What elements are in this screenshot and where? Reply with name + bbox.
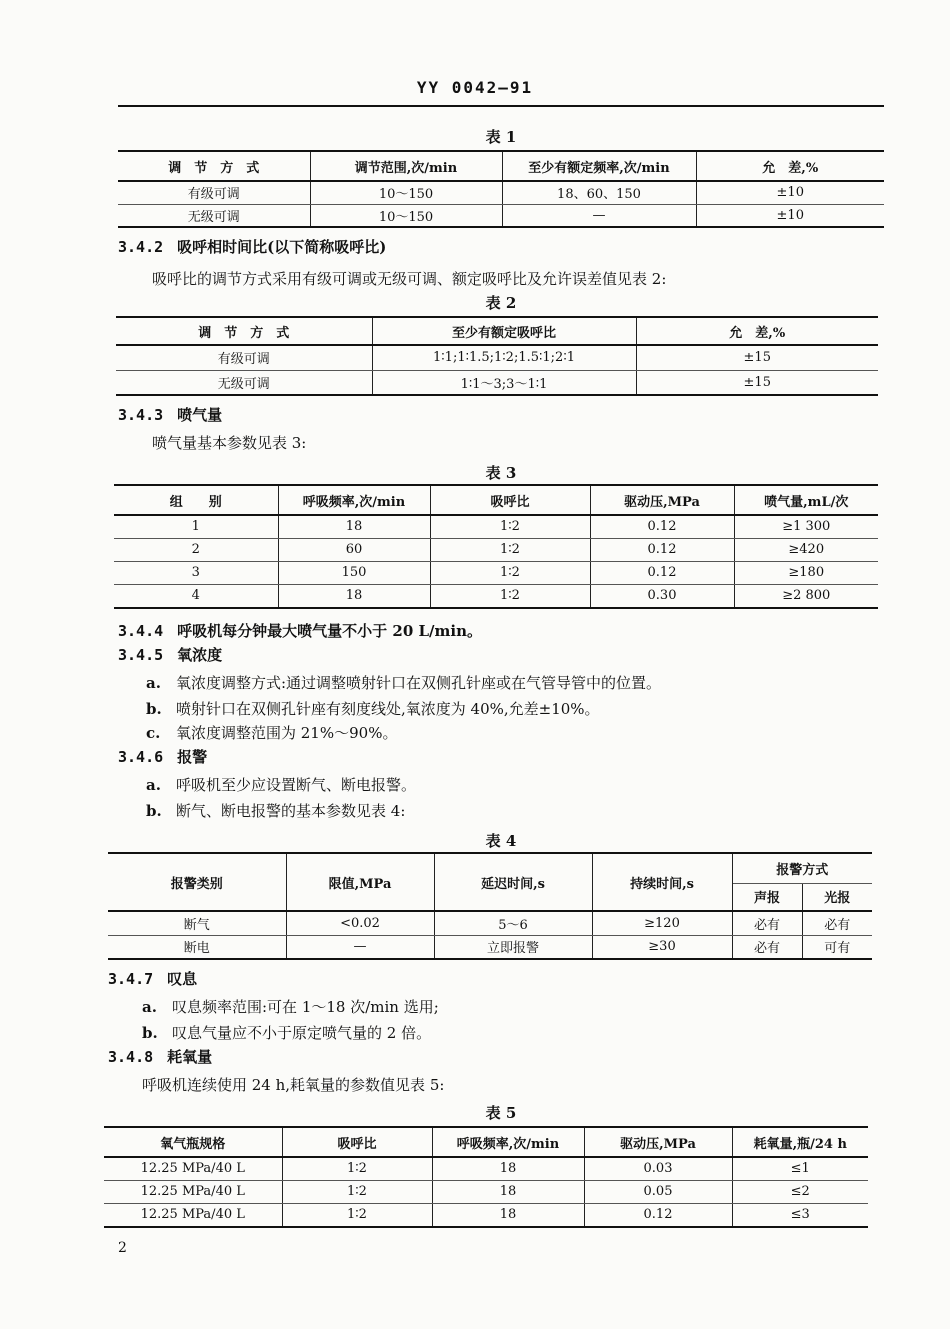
table4-header: 延迟时间,s: [434, 853, 592, 911]
table5-header: 耗氧量,瓶/24 h: [732, 1127, 868, 1157]
table-cell: 0.12: [584, 1203, 732, 1227]
table-cell: 0.05: [584, 1180, 732, 1203]
table-cell: 12.25 MPa/40 L: [104, 1203, 282, 1227]
table-row: [116, 345, 878, 370]
table3-header: 喷气量,mL/次: [734, 485, 878, 515]
table-cell: <0.02: [286, 911, 434, 935]
list-item: [146, 698, 600, 719]
list-item: [142, 996, 439, 1017]
table-cell: —: [502, 204, 696, 227]
table2-header: 调 节 方 式: [116, 317, 372, 345]
item-text: 叹息气量应不小于原定喷气量的 2 倍。: [172, 1024, 432, 1042]
table-cell: ≤3: [732, 1203, 868, 1227]
table3-header: 驱动压,MPa: [590, 485, 734, 515]
table-cell: 18: [432, 1203, 584, 1227]
table-cell: 1: [114, 515, 278, 538]
table-row: [114, 538, 878, 561]
list-item: [142, 1022, 431, 1043]
table-cell: 12.25 MPa/40 L: [104, 1157, 282, 1180]
table-cell: ±15: [636, 370, 878, 395]
table-cell: 断气: [108, 911, 286, 935]
table-cell: 必有: [732, 911, 802, 935]
section-number: 3.4.6: [118, 748, 164, 766]
table-row: [104, 1180, 868, 1203]
table2-caption: 表 2: [485, 294, 517, 312]
table-cell: ±10: [696, 204, 884, 227]
table-cell: 有级可调: [116, 345, 372, 370]
section-3-4-3-text: 喷气量基本参数见表 3:: [152, 434, 307, 452]
table1: [118, 150, 884, 228]
table-cell: 10～150: [310, 204, 502, 227]
section-number: 3.4.7: [108, 970, 154, 988]
table-row: [108, 911, 872, 935]
table-row: [114, 515, 878, 538]
table4-header: 持续时间,s: [592, 853, 732, 911]
table2-header: 至少有额定吸呼比: [372, 317, 636, 345]
section-title: 吸呼相时间比(以下简称吸呼比): [177, 238, 387, 256]
list-item: [146, 774, 416, 795]
table-cell: 1∶2: [282, 1157, 432, 1180]
table-cell: 5～6: [434, 911, 592, 935]
table4-header: 限值,MPa: [286, 853, 434, 911]
item-text: 呼吸机至少应设置断气、断电报警。: [176, 776, 417, 794]
table4: [108, 852, 872, 960]
table1-header: 调 节 方 式: [118, 151, 310, 181]
item-marker: a.: [142, 998, 157, 1016]
section-3-4-6-heading: [118, 746, 207, 767]
table-cell: 150: [278, 561, 430, 584]
item-text: 叹息频率范围:可在 1～18 次/min 选用;: [172, 998, 439, 1016]
section-3-4-2-heading: [118, 236, 386, 257]
table-cell: 18: [278, 515, 430, 538]
table-cell: ≤2: [732, 1180, 868, 1203]
section-3-4-7-heading: [108, 968, 197, 989]
table5: [104, 1126, 868, 1228]
section-3-4-8-heading: [108, 1046, 212, 1067]
section-3-4-4-heading: [118, 620, 482, 641]
table4-caption: 表 4: [485, 832, 517, 850]
table-cell: 可有: [802, 935, 872, 959]
section-title: 氧浓度: [177, 646, 223, 664]
page-number: 2: [118, 1240, 127, 1256]
item-text: 氧浓度调整方式:通过调整喷射针口在双侧孔针座或在气管导管中的位置。: [176, 674, 662, 692]
table1-header: 调节范围,次/min: [310, 151, 502, 181]
section-number: 3.4.8: [108, 1048, 154, 1066]
table-cell: 必有: [732, 935, 802, 959]
table-cell: 12.25 MPa/40 L: [104, 1180, 282, 1203]
section-number: 3.4.4: [118, 622, 164, 640]
table-cell: ≥180: [734, 561, 878, 584]
table-cell: 1∶2: [282, 1180, 432, 1203]
table-cell: 2: [114, 538, 278, 561]
item-text: 断气、断电报警的基本参数见表 4:: [176, 802, 406, 820]
table-cell: 60: [278, 538, 430, 561]
table-row: [108, 935, 872, 959]
document-code: YY 0042—91: [416, 78, 534, 97]
section-title: 喷气量: [177, 406, 223, 424]
item-marker: a.: [146, 776, 161, 794]
table5-header: 吸呼比: [282, 1127, 432, 1157]
list-item: [146, 672, 661, 693]
table-cell: 18: [432, 1157, 584, 1180]
table-cell: 1∶2: [430, 561, 590, 584]
table-cell: 无级可调: [116, 370, 372, 395]
section-number: 3.4.3: [118, 406, 164, 424]
table-cell: 3: [114, 561, 278, 584]
table-cell: ≥1 300: [734, 515, 878, 538]
table-row: [118, 204, 884, 227]
table-cell: ±10: [696, 181, 884, 204]
section-title: 耗氧量: [167, 1048, 213, 1066]
table-cell: 1∶1;1∶1.5;1∶2;1.5∶1;2∶1: [372, 345, 636, 370]
table-cell: 1∶2: [282, 1203, 432, 1227]
section-number: 3.4.2: [118, 238, 164, 256]
table-cell: 0.12: [590, 515, 734, 538]
table4-header: 声报: [732, 883, 802, 911]
table-cell: —: [286, 935, 434, 959]
table-cell: 18: [278, 584, 430, 608]
table4-header: 报警类别: [108, 853, 286, 911]
section-title: 报警: [177, 748, 208, 766]
table-row: [118, 181, 884, 204]
section-title: 呼吸机每分钟最大喷气量不小于 20 L/min。: [177, 622, 482, 640]
table-cell: ≤1: [732, 1157, 868, 1180]
table-cell: 10～150: [310, 181, 502, 204]
section-3-4-5-heading: [118, 644, 222, 665]
table-cell: 1∶2: [430, 584, 590, 608]
item-marker: b.: [146, 802, 162, 820]
table-cell: 无级可调: [118, 204, 310, 227]
table4-header: 光报: [802, 883, 872, 911]
table-cell: 18、60、150: [502, 181, 696, 204]
table-cell: 0.30: [590, 584, 734, 608]
list-item: [146, 800, 405, 821]
section-number: 3.4.5: [118, 646, 164, 664]
item-marker: c.: [146, 724, 161, 742]
list-item: [146, 722, 397, 743]
table-cell: ≥30: [592, 935, 732, 959]
table5-header: 驱动压,MPa: [584, 1127, 732, 1157]
table3-header: 吸呼比: [430, 485, 590, 515]
item-marker: a.: [146, 674, 161, 692]
table-cell: ≥120: [592, 911, 732, 935]
table5-header: 氧气瓶规格: [104, 1127, 282, 1157]
header-rule: [118, 105, 884, 107]
table3: [114, 484, 878, 609]
table-cell: 1∶2: [430, 515, 590, 538]
table1-caption: 表 1: [485, 128, 517, 146]
table-row: [116, 370, 878, 395]
table1-header: 至少有额定频率,次/min: [502, 151, 696, 181]
section-3-4-3-heading: [118, 404, 222, 425]
table-cell: 1∶1～3;3～1∶1: [372, 370, 636, 395]
table-row: [114, 584, 878, 608]
table-cell: 0.03: [584, 1157, 732, 1180]
table-cell: 有级可调: [118, 181, 310, 204]
table-cell: ≥420: [734, 538, 878, 561]
table-cell: 断电: [108, 935, 286, 959]
table-row: [104, 1203, 868, 1227]
section-title: 叹息: [167, 970, 198, 988]
section-3-4-8-text: 呼吸机连续使用 24 h,耗氧量的参数值见表 5:: [142, 1076, 445, 1094]
table-cell: 立即报警: [434, 935, 592, 959]
item-marker: b.: [142, 1024, 158, 1042]
table1-header: 允 差,%: [696, 151, 884, 181]
table-cell: 1∶2: [430, 538, 590, 561]
item-text: 氧浓度调整范围为 21%～90%。: [176, 724, 398, 742]
table3-header: 呼吸频率,次/min: [278, 485, 430, 515]
table5-caption: 表 5: [485, 1104, 517, 1122]
section-3-4-2-text: 吸呼比的调节方式采用有级可调或无级可调、额定吸呼比及允许误差值见表 2:: [152, 270, 667, 288]
table5-header: 呼吸频率,次/min: [432, 1127, 584, 1157]
table4-header: 报警方式: [732, 853, 872, 883]
table3-caption: 表 3: [485, 464, 517, 482]
table3-header: 组 别: [114, 485, 278, 515]
table-cell: 0.12: [590, 561, 734, 584]
table2-header: 允 差,%: [636, 317, 878, 345]
item-text: 喷射针口在双侧孔针座有刻度线处,氧浓度为 40%,允差±10%。: [176, 700, 600, 718]
table-cell: ≥2 800: [734, 584, 878, 608]
table-row: [104, 1157, 868, 1180]
table-cell: 0.12: [590, 538, 734, 561]
table2: [116, 316, 878, 396]
table-cell: 必有: [802, 911, 872, 935]
table-cell: ±15: [636, 345, 878, 370]
table-cell: 18: [432, 1180, 584, 1203]
item-marker: b.: [146, 700, 162, 718]
table-row: [114, 561, 878, 584]
table-cell: 4: [114, 584, 278, 608]
